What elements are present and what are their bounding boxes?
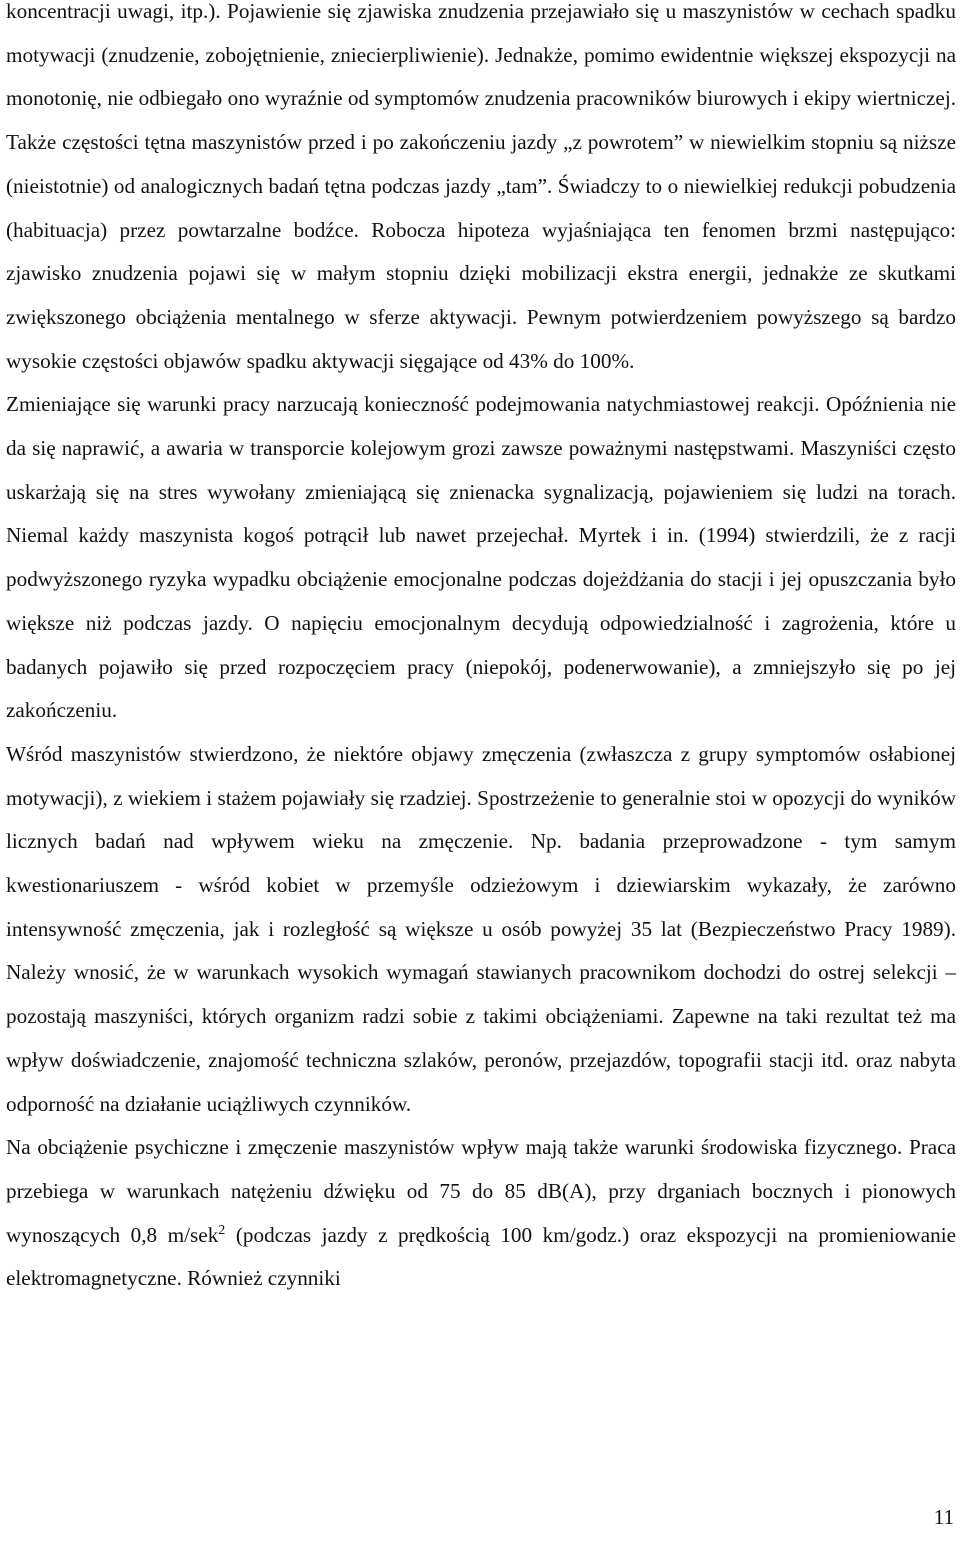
paragraph-4-text: Na obciążenie psychiczne i zmęczenie maszynistów wpływ mają także warunki środowiska fizycznego. Praca przebiega w warunkach natężeniu dźwięku od 75 do 85 dB(A), przy drganiach bocznych i pionowych wynoszących 0,8 m/sek [6, 1135, 956, 1247]
paragraph-4 [6, 1126, 956, 1301]
page-number: 11 [933, 1505, 954, 1529]
document-body [6, 0, 956, 1301]
paragraph-1: koncentracji uwagi, itp.). Pojawienie się zjawiska znudzenia przejawiało się u maszynistów w cechach spadku motywacji (znudzenie, zobojętnienie, zniecierpliwienie). Jednakże, pomimo ewidentnie większej ekspozycji na monotonię, nie odbiegało ono wyraźnie od symptomów znudzenia pracowników biurowych i ekipy wiertniczej. Także częstości tętna maszynistów przed i po zakończeniu jazdy „z powrotem” w niewielkim stopniu są niższe (nieistotnie) od analogicznych badań tętna podczas jazdy „tam”. Świadczy to o niewielkiej redukcji pobudzenia (habituacja) przez powtarzalne bodźce. Robocza hipoteza wyjaśniająca ten fenomen brzmi następująco: zjawisko znudzenia pojawi się w małym stopniu dzięki mobilizacji ekstra energii, jednakże ze skutkami zwiększonego obciążenia mentalnego w sferze aktywacji. Pewnym potwierdzeniem powyższego są bardzo wysokie częstości objawów spadku aktywacji sięgające od 43% do 100%. [6, 0, 956, 373]
paragraph-3: Wśród maszynistów stwierdzono, że niektóre objawy zmęczenia (zwłaszcza z grupy symptomów osłabionej motywacji), z wiekiem i stażem pojawiały się rzadziej. Spostrzeżenie to generalnie stoi w opozycji do wyników licznych badań nad wpływem wieku na zmęczenie. Np. badania przeprowadzone - tym samym kwestionariuszem - wśród kobiet w przemyśle odzieżowym i dziewiarskim wykazały, że zarówno intensywność zmęczenia, jak i rozległość są większe u osób powyżej 35 lat (Bezpieczeństwo Pracy 1989). Należy wnosić, że w warunkach wysokich wymagań stawianych pracownikom dochodzi do ostrej selekcji – pozostają maszyniści, których organizm radzi sobie z takimi obciążeniami. Zapewne na taki rezultat też ma wpływ doświadczenie, znajomość techniczna szlaków, peronów, przejazdów, topografii stacji itd. oraz nabyta odporność na działanie uciążliwych czynników. [6, 741, 956, 1116]
paragraph-2: Zmieniające się warunki pracy narzucają konieczność podejmowania natychmiastowej reakcji. Opóźnienia nie da się naprawić, a awaria w transporcie kolejowym grozi zawsze poważnymi następstwami. Maszyniści często uskarżają się na stres wywołany zmieniającą się znienacka sygnalizacją, pojawieniem się ludzi na torach. Niemal każdy maszynista kogoś potrącił lub nawet przejechał. Myrtek i in. (1994) stwierdzili, że z racji podwyższonego ryzyka wypadku obciążenie emocjonalne podczas dojeżdżania do stacji i jej opuszczania było większe niż podczas jazdy. O napięciu emocjonalnym decydują odpowiedzialność i zagrożenia, które u badanych pojawiło się przed rozpoczęciem pracy (niepokój, podenerwowanie), a zmniejszyło się po jej zakończeniu. [6, 392, 956, 723]
paragraph-4-text-end: (podczas jazdy z prędkością 100 km/godz.) oraz ekspozycji na promieniowanie elektromagnetyczne. Również czynniki [6, 1222, 956, 1291]
superscript-exponent: 2 [218, 1222, 226, 1238]
